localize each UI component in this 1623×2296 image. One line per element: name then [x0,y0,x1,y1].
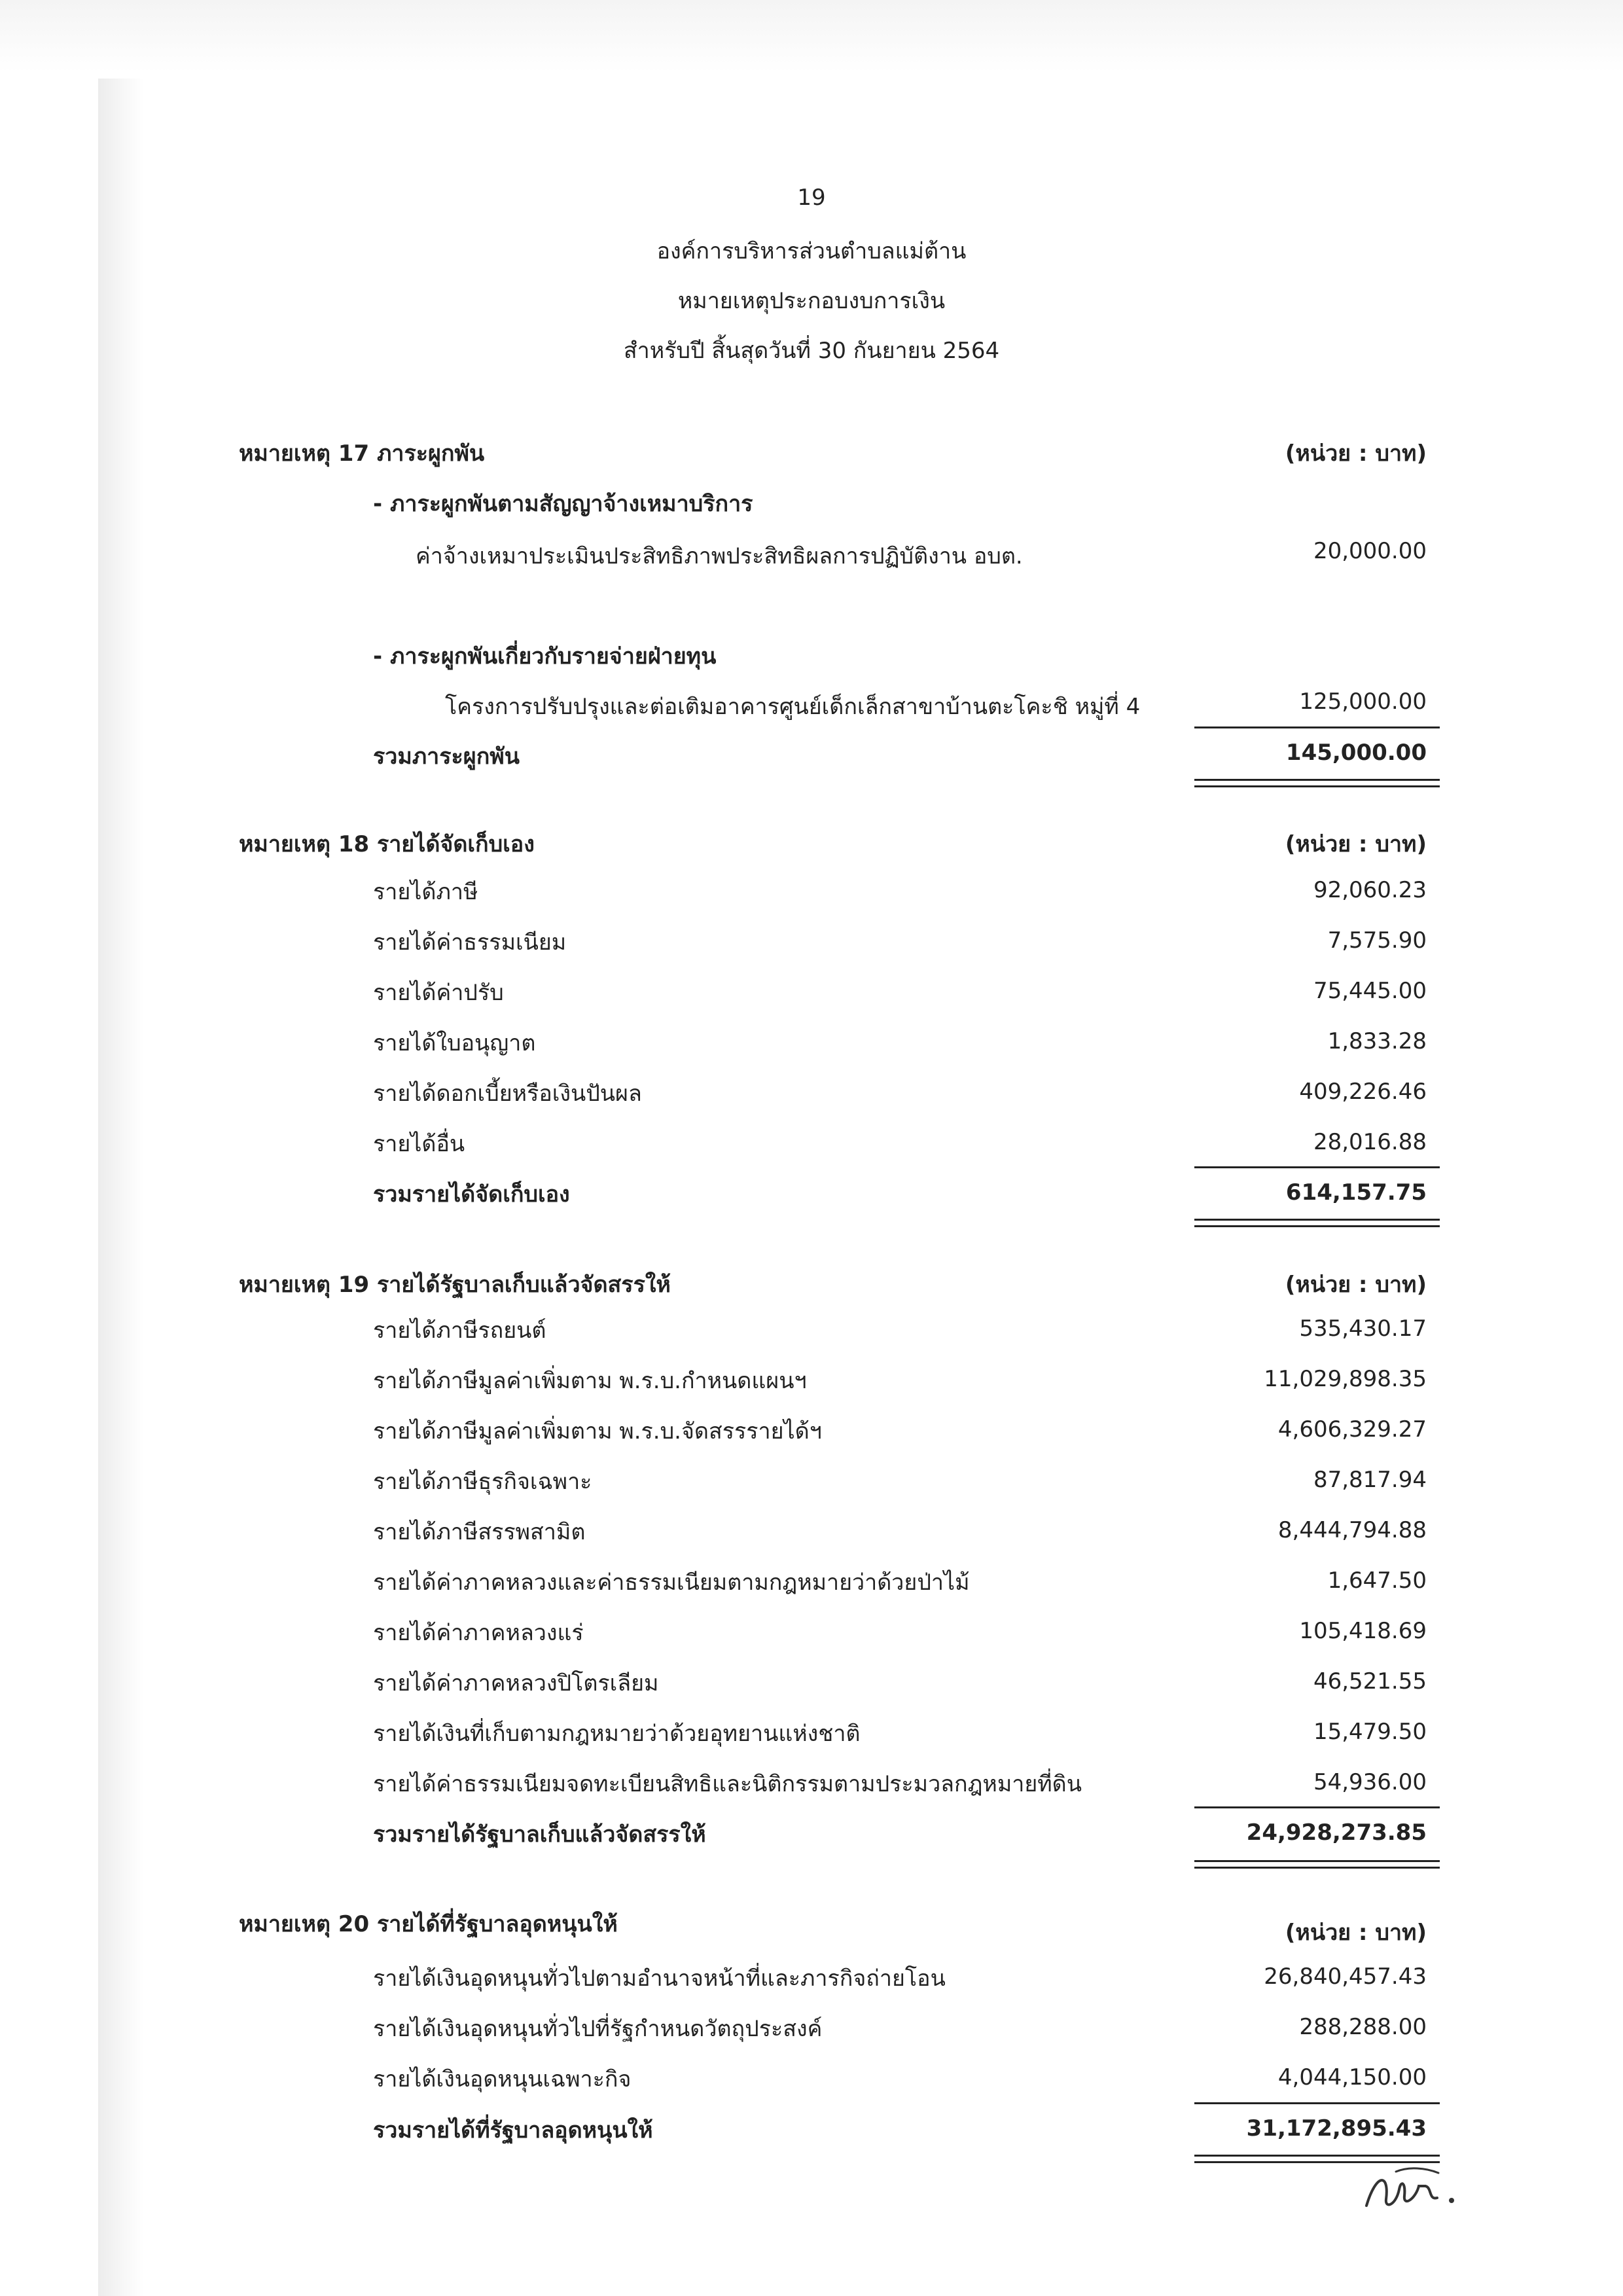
note-20-title: หมายเหตุ 20 รายได้ที่รัฐบาลอุดหนุนให้ [239,1911,618,1937]
note-19-item-value: 11,029,898.35 [1264,1366,1427,1392]
note-19-item-label: รายได้ค่าธรรมเนียมจดทะเบียนสิทธิและนิติกรรมตามประมวลกฎหมายที่ดิน [373,1771,1082,1797]
note-18-item-label: รายได้อื่น [373,1131,465,1157]
note-19-item-label: รายได้ภาษีสรรพสามิต [373,1519,586,1545]
page-number: 19 [797,185,826,211]
note-19-total-double-rule [1194,1860,1440,1869]
note-19-title: หมายเหตุ 19 รายได้รัฐบาลเก็บแล้วจัดสรรให้ [239,1272,671,1298]
note-20-item-label: รายได้เงินอุดหนุนทั่วไปตามอำนาจหน้าที่และภารกิจถ่ายโอน [373,1965,946,1992]
note-18-item-value: 28,016.88 [1313,1129,1427,1155]
note-19-item-label: รายได้ภาษีมูลค่าเพิ่มตาม พ.ร.บ.กำหนดแผนฯ [373,1368,807,1394]
note-19-item-label: รายได้เงินที่เก็บตามกฎหมายว่าด้วยอุทยานแห่งชาติ [373,1721,861,1747]
note-20-item-label: รายได้เงินอุดหนุนเฉพาะกิจ [373,2066,632,2092]
note-19-unit: (หน่วย : บาท) [1285,1272,1427,1298]
note-18-unit: (หน่วย : บาท) [1285,831,1427,857]
note-18-item-value: 92,060.23 [1313,877,1427,903]
note-19-subtotal-rule [1194,1806,1440,1808]
note-18-title: หมายเหตุ 18 รายได้จัดเก็บเอง [239,831,535,857]
note-19-item-value: 8,444,794.88 [1277,1517,1427,1543]
note-19-item-label: รายได้ภาษีธุรกิจเฉพาะ [373,1469,592,1495]
note-18-item-value: 409,226.46 [1299,1079,1427,1105]
note-18-subtotal-rule [1194,1166,1440,1168]
note-20-item-label: รายได้เงินอุดหนุนทั่วไปที่รัฐกำหนดวัตถุประสงค์ [373,2016,823,2042]
note-19-item-label: รายได้ค่าภาคหลวงและค่าธรรมเนียมตามกฎหมายว่าด้วยป่าไม้ [373,1570,970,1596]
note-18-total-label: รวมรายได้จัดเก็บเอง [373,1181,570,1208]
note-17-total-value: 145,000.00 [1285,740,1427,766]
note-19-item-label: รายได้ภาษีมูลค่าเพิ่มตาม พ.ร.บ.จัดสรรรายได้ฯ [373,1418,822,1444]
note-19-item-value: 15,479.50 [1313,1719,1427,1745]
scan-top-edge [0,0,1623,72]
note-19-item-value: 105,418.69 [1299,1618,1427,1644]
organization-name: องค์การบริหารส่วนตำบลแม่ต้าน [656,238,967,264]
note-17-capital-item-value: 125,000.00 [1299,689,1427,715]
note-19-item-value: 46,521.55 [1313,1668,1427,1695]
note-17-service-item-label: ค่าจ้างเหมาประเมินประสิทธิภาพประสิทธิผลการปฏิบัติงาน อบต. [416,543,1023,569]
note-17-unit: (หน่วย : บาท) [1285,440,1427,467]
note-19-item-label: รายได้ค่าภาคหลวงแร่ [373,1620,584,1646]
note-20-total-value: 31,172,895.43 [1246,2115,1427,2142]
note-20-subtotal-rule [1194,2102,1440,2104]
note-17-subtotal-rule [1194,726,1440,728]
note-18-total-double-rule [1194,1219,1440,1227]
note-18-item-label: รายได้ภาษี [373,879,478,905]
note-20-unit: (หน่วย : บาท) [1285,1920,1427,1946]
scan-binding-shadow [98,79,144,2296]
note-17-total-double-rule [1194,779,1440,787]
note-18-total-value: 614,157.75 [1285,1179,1427,1206]
note-18-item-label: รายได้ใบอนุญาต [373,1030,536,1056]
note-20-item-value: 4,044,150.00 [1277,2064,1427,2090]
note-19-item-label: รายได้ค่าภาคหลวงปิโตรเลียม [373,1670,659,1696]
note-19-item-value: 4,606,329.27 [1277,1416,1427,1443]
note-19-item-value: 54,936.00 [1313,1769,1427,1795]
reporting-period: สำหรับปี สิ้นสุดวันที่ 30 กันยายน 2564 [623,338,1000,364]
note-19-total-value: 24,928,273.85 [1246,1820,1427,1846]
note-17-title: หมายเหตุ 17 ภาระผูกพัน [239,440,485,467]
note-20-total-label: รวมรายได้ที่รัฐบาลอุดหนุนให้ [373,2117,653,2144]
note-19-item-label: รายได้ภาษีรถยนต์ [373,1318,546,1344]
note-19-item-value: 535,430.17 [1299,1316,1427,1342]
note-18-item-label: รายได้ค่าปรับ [373,980,504,1006]
document-title: หมายเหตุประกอบงบการเงิน [677,288,946,314]
note-19-item-value: 1,647.50 [1327,1568,1427,1594]
note-18-item-label: รายได้ค่าธรรมเนียม [373,929,567,956]
note-17-subsection-capital-title: - ภาระผูกพันเกี่ยวกับรายจ่ายฝ่ายทุน [373,643,717,670]
note-17-service-item-value: 20,000.00 [1313,538,1427,564]
note-20-item-value: 288,288.00 [1299,2014,1427,2040]
note-17-total-label: รวมภาระผูกพัน [373,744,520,770]
note-19-item-value: 87,817.94 [1313,1467,1427,1493]
note-18-item-label: รายได้ดอกเบี้ยหรือเงินปันผล [373,1081,642,1107]
note-19-total-label: รวมรายได้รัฐบาลเก็บแล้วจัดสรรให้ [373,1821,706,1848]
handwritten-initials [1360,2160,1465,2219]
note-20-item-value: 26,840,457.43 [1264,1964,1427,1990]
note-18-item-value: 75,445.00 [1313,978,1427,1004]
note-17-subsection-service-title: - ภาระผูกพันตามสัญญาจ้างเหมาบริการ [373,491,753,517]
note-18-item-value: 7,575.90 [1327,927,1427,954]
note-17-capital-item-label: โครงการปรับปรุงและต่อเติมอาคารศูนย์เด็กเล็กสาขาบ้านตะโคะชิ หมู่ที่ 4 [445,694,1141,720]
note-18-item-value: 1,833.28 [1327,1028,1427,1054]
